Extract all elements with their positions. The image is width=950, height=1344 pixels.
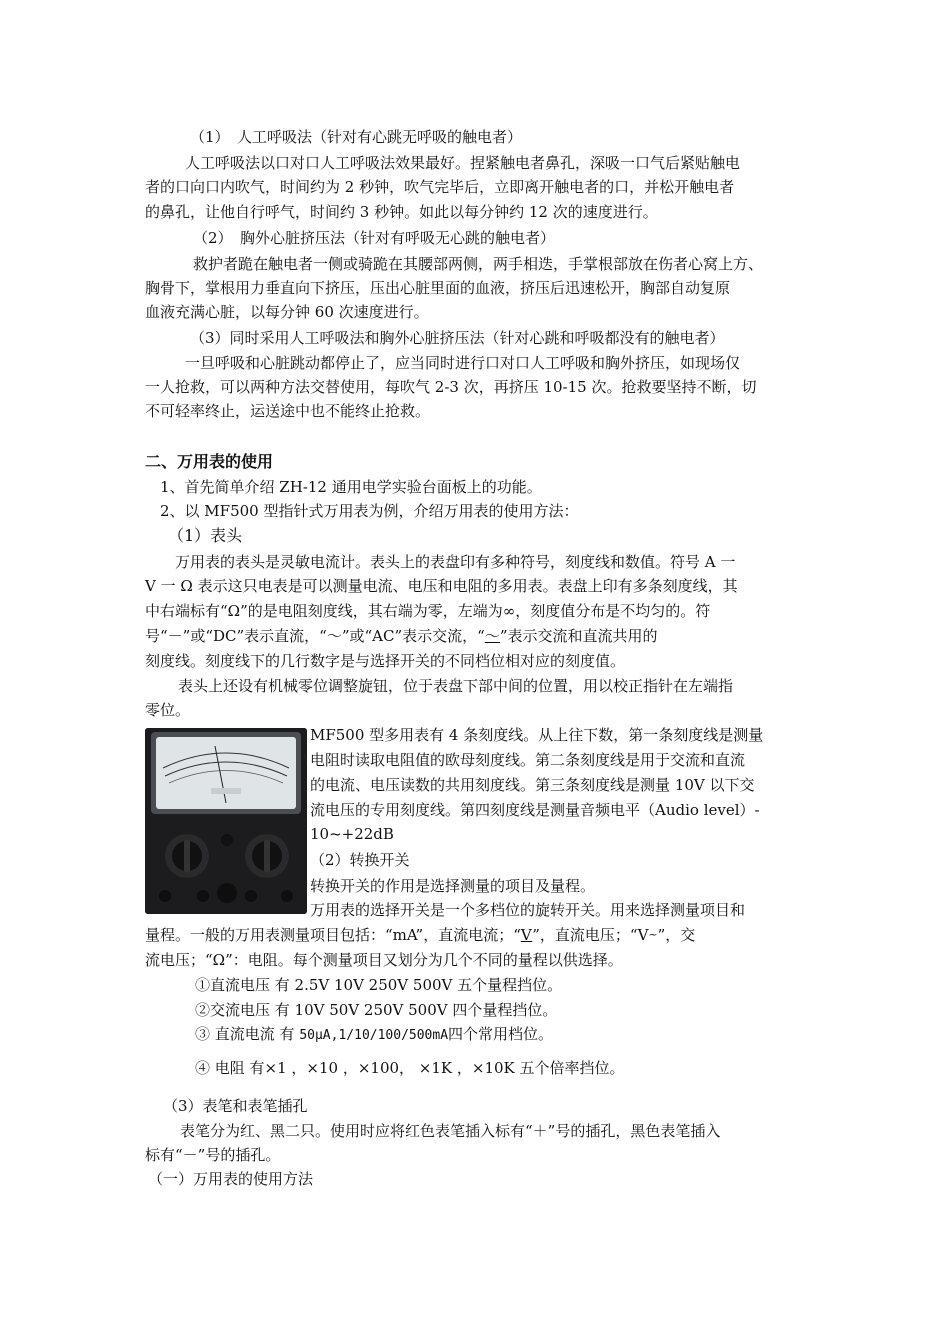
dc-voltage-symbol: V	[520, 926, 533, 944]
range-item-ac-voltage: ②交流电压 有 10V 50V 250V 500V 四个量程挡位。	[195, 1001, 558, 1019]
paragraph-line: 救护者跪在触电者一侧或骑跪在其腰部两侧，两手相迭，手掌根部放在伤者心窝上方、	[193, 255, 764, 273]
paragraph-line: 电阻时读取电阻值的欧母刻度线。第二条刻度线是用于交流和直流	[310, 751, 746, 769]
paragraph-line: V 一 Ω 表示这只电表是可以测量电流、电压和电阻的多用表。表盘上印有多条刻度线，其	[145, 577, 738, 595]
paragraph-line: 标有“－”号的插孔。	[145, 1146, 281, 1164]
subheading-usage: （一）万用表的使用方法	[148, 1170, 314, 1188]
paragraph-line: 刻度线。刻度线下的几行数字是与选择开关的不同档位相对应的刻度值。	[145, 652, 626, 670]
paragraph-line: 血液充满心脏，以每分钟 60 次速度进行。	[145, 303, 429, 321]
ac-tilde-symbol: ~	[648, 928, 658, 941]
paragraph-line: 流电压的专用刻度线。第四刻度线是测量音频电平（Audio level）-	[310, 801, 760, 819]
paragraph-line: 中右端标有“Ω”的是电阻刻度线，其右端为零，左端为∞，刻度值分布是不均匀的。符	[145, 602, 711, 620]
paragraph-line: 表笔分为红、黑二只。使用时应将红色表笔插入标有“＋”号的插孔，黑色表笔插入	[180, 1122, 721, 1140]
paragraph-line: 量程。一般的万用表测量项目包括：“mA”，直流电流；“V”，直流电压；“V~”，交	[145, 926, 696, 944]
paragraph-line: MF500 型多用表有 4 条刻度线。从上往下数，第一条刻度线是测量	[310, 726, 764, 744]
paragraph-line: 转换开关的作用是选择测量的项目及量程。	[310, 877, 596, 895]
paragraph-line: 一人抢救，可以两种方法交替使用，每吹气 2-3 次，再挤压 10-15 次。抢救要坚持不断，切	[145, 378, 757, 396]
range-item-dc-voltage: ①直流电压 有 2.5V 10V 250V 500V 五个量程挡位。	[195, 976, 563, 994]
range-item-resistance: ④ 电阻 有×1 ，×10 ，×100， ×1K ，×10K 五个倍率挡位。	[195, 1059, 625, 1077]
heading-artificial-respiration: （1） 人工呼吸法（针对有心跳无呼吸的触电者）	[190, 128, 523, 146]
paragraph-line: 的电流、电压读数的共用刻度线。第三条刻度线是测量 10V 以下交	[310, 776, 755, 794]
paragraph-line: 表头上还设有机械零位调整旋钮，位于表盘下部中间的位置，用以校正指针在左端指	[178, 677, 734, 695]
subheading-switch: （2）转换开关	[310, 851, 410, 869]
paragraph-line: 零位。	[145, 701, 191, 719]
paragraph-line: 胸骨下，掌根用力垂直向下挤压，压出心脏里面的血液，挤压后迅速松开，胸部自动复原	[145, 279, 731, 297]
paragraph-line: 万用表的表头是灵敏电流计。表头上的表盘印有多种符号，刻度线和数值。符号 A 一	[175, 553, 736, 571]
acdc-symbol: ～	[484, 627, 500, 645]
paragraph-line: 者的口向口内吹气，时间约为 2 秒钟，吹气完毕后，立即离开触电者的口，并松开触电者	[145, 178, 735, 196]
heading-combined-method: （3）同时采用人工呼吸法和胸外心脏挤压法（针对心跳和呼吸都没有的触电者）	[190, 329, 725, 347]
section-title-multimeter: 二、万用表的使用	[145, 452, 274, 471]
list-item: 2、以 MF500 型指针式万用表为例，介绍万用表的使用方法：	[160, 502, 579, 520]
subheading-meter-head: （1）表头	[168, 526, 243, 545]
range-item-dc-current: ③ 直流电流 有 50μA,1/10/100/500mA四个常用档位。	[195, 1025, 554, 1043]
paragraph-line: 的鼻孔，让他自行呼气，时间约 3 秒钟。如此以每分钟约 12 次的速度进行。	[145, 203, 658, 221]
paragraph-line: 一旦呼吸和心脏跳动都停止了，应当同时进行口对口人工呼吸和胸外挤压，如现场仅	[185, 354, 741, 372]
multimeter-image	[145, 728, 307, 914]
subheading-probes: （3）表笔和表笔插孔	[163, 1097, 308, 1115]
paragraph-line: 万用表的选择开关是一个多档位的旋转开关。用来选择测量项目和	[310, 901, 746, 919]
paragraph-line: 号“－”或“DC”表示直流，“～”或“AC”表示交流，“～”表示交流和直流共用的	[145, 627, 658, 645]
paragraph-line: 流电压；“Ω”：电阻。每个测量项目又划分为几个不同的量程以供选择。	[145, 951, 623, 969]
paragraph-line: 10~+22dB	[310, 825, 394, 843]
list-item: 1、首先简单介绍 ZH-12 通用电学实验台面板上的功能。	[160, 478, 542, 496]
paragraph-line: 不可轻率终止，运送途中也不能终止抢救。	[145, 402, 431, 420]
heading-chest-compression: （2） 胸外心脏挤压法（针对有呼吸无心跳的触电者）	[193, 229, 556, 247]
paragraph-line: 人工呼吸法以口对口人工呼吸法效果最好。捏紧触电者鼻孔，深吸一口气后紧贴触电	[185, 154, 741, 172]
